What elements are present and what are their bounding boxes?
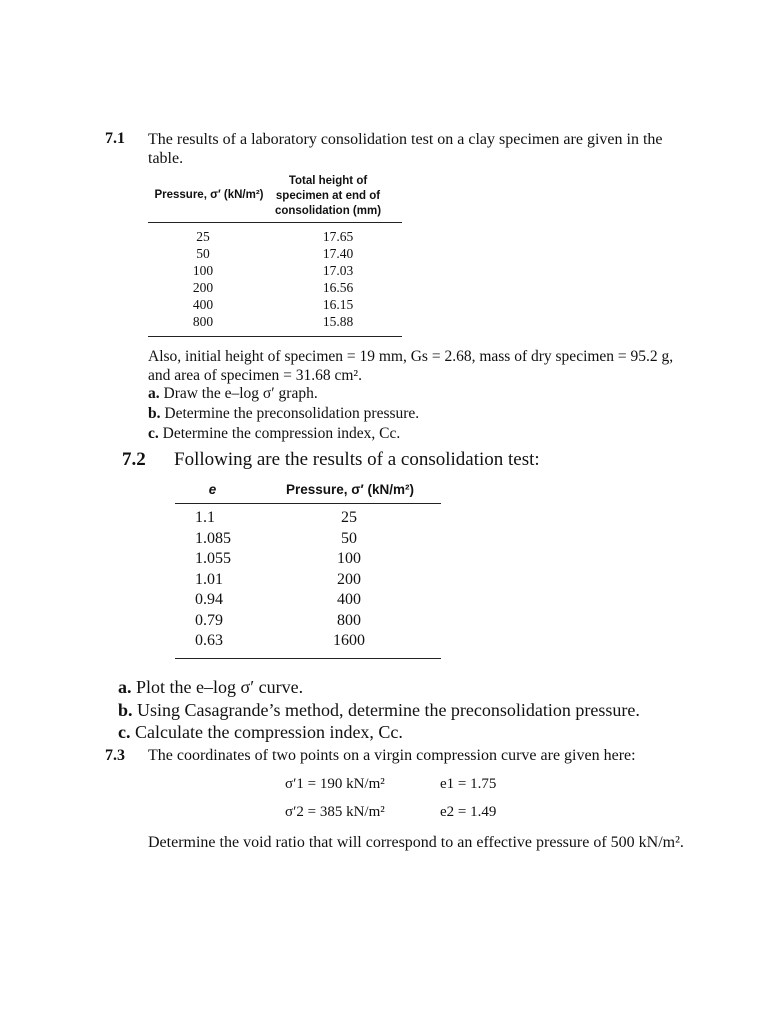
table1-cell-height: 17.65	[322, 229, 354, 244]
table2-cell-e: 0.79	[195, 612, 223, 629]
problem-7-3-number: 7.3	[105, 747, 125, 764]
item-text: Determine the compression index, Cc.	[162, 425, 401, 442]
item-label: a.	[148, 385, 160, 402]
item-text: Using Casagrande’s method, determine the preconsolidation pressure.	[137, 700, 640, 720]
table2-cell-e: 0.94	[195, 591, 223, 608]
table-row	[175, 612, 441, 633]
item-label: c.	[118, 722, 131, 742]
problem-7-3-intro: The coordinates of two points on a virgin compression curve are given here:	[148, 747, 636, 764]
table-row	[175, 550, 441, 571]
table2-cell-e: 0.63	[195, 632, 223, 649]
problem-7-1-given-data: Also, initial height of specimen = 19 mm, Gs = 2.68, mass of dry specimen = 95.2 g, and area of specimen = 31.68 cm².	[148, 348, 674, 384]
table2-bottom-rule	[175, 658, 441, 659]
table1-cell-height: 16.15	[322, 297, 354, 312]
table1-cell-pressure: 25	[196, 229, 210, 244]
item-label: a.	[118, 677, 132, 697]
problem-7-2-item-b	[118, 700, 640, 721]
point-1-void-ratio: e1 = 1.75	[440, 776, 497, 792]
table2-header-e: e	[208, 482, 217, 497]
table-row	[148, 297, 402, 314]
problem-7-2-number: 7.2	[122, 449, 146, 470]
item-text: Plot the e–log σ′ curve.	[136, 677, 304, 697]
table2-cell-e: 1.01	[195, 571, 223, 588]
table2-cell-e: 1.055	[195, 550, 231, 567]
table2-cell-pressure: 200	[337, 571, 361, 588]
point-2-pressure: σ′2 = 385 kN/m²	[285, 804, 385, 820]
point-1-pressure: σ′1 = 190 kN/m²	[285, 776, 385, 792]
table-row	[148, 263, 402, 280]
table2-top-rule	[175, 503, 441, 504]
problem-7-2-item-a	[118, 677, 303, 698]
problem-7-1-number: 7.1	[105, 130, 125, 147]
item-text: Draw the e–log σ′ graph.	[163, 385, 318, 402]
problem-7-1-item-c	[148, 425, 400, 443]
table2-cell-pressure: 50	[341, 530, 357, 547]
problem-7-2-intro: Following are the results of a consolidation test:	[174, 449, 540, 470]
problem-7-2-item-c	[118, 722, 403, 743]
item-label: b.	[148, 405, 161, 422]
table-row	[148, 280, 402, 297]
table-row	[175, 509, 441, 530]
table-row	[175, 530, 441, 551]
table2-cell-e: 1.085	[195, 530, 231, 547]
table1-cell-pressure: 100	[192, 263, 214, 278]
table2-cell-pressure: 100	[337, 550, 361, 567]
item-text: Determine the preconsolidation pressure.	[164, 405, 420, 422]
table1-header-height: Total height of specimen at end of consolidation (mm)	[274, 175, 382, 217]
table2-cell-pressure: 800	[337, 612, 361, 629]
table2-cell-pressure: 400	[337, 591, 361, 608]
table1-cell-height: 17.03	[322, 263, 354, 278]
table1-header-pressure: Pressure, σ′ (kN/m²)	[154, 189, 264, 201]
table1-cell-pressure: 200	[192, 280, 214, 295]
table1-cell-pressure: 400	[192, 297, 214, 312]
problem-7-3-question: Determine the void ratio that will correspond to an effective pressure of 500 kN/m².	[148, 834, 684, 851]
table1-cell-height: 15.88	[322, 314, 354, 329]
table1-top-rule	[148, 222, 402, 223]
item-label: b.	[118, 700, 133, 720]
item-text: Calculate the compression index, Cc.	[135, 722, 403, 742]
table1-cell-pressure: 50	[196, 246, 210, 261]
table1-cell-pressure: 800	[192, 314, 214, 329]
table2-cell-pressure: 25	[341, 509, 357, 526]
table-row	[175, 591, 441, 612]
table-row	[148, 246, 402, 263]
table1-cell-height: 16.56	[322, 280, 354, 295]
problem-7-1-item-b	[148, 405, 419, 423]
table2-cell-e: 1.1	[195, 509, 215, 526]
item-label: c.	[148, 425, 159, 442]
problem-7-1-item-a	[148, 385, 318, 403]
table-row	[175, 571, 441, 592]
point-2-void-ratio: e2 = 1.49	[440, 804, 497, 820]
table2-cell-pressure: 1600	[333, 632, 365, 649]
table1-cell-height: 17.40	[322, 246, 354, 261]
table1-bottom-rule	[148, 336, 402, 337]
table-row	[175, 632, 441, 653]
table-row	[148, 314, 402, 331]
table2-header-pressure: Pressure, σ′ (kN/m²)	[285, 482, 414, 497]
table-row	[148, 229, 402, 246]
problem-7-1-intro: The results of a laboratory consolidation test on a clay specimen are given in the table.	[148, 131, 663, 167]
